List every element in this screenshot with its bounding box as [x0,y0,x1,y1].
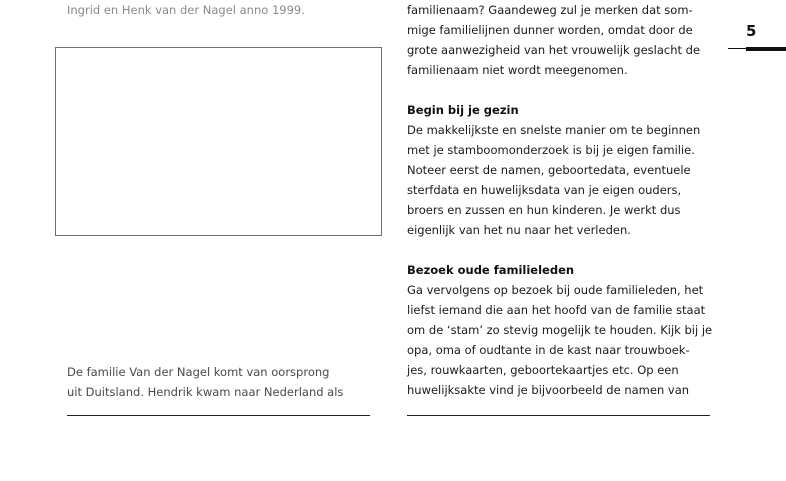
body-line: De makkelijkste en snelste manier om te beginnen [407,123,701,137]
caption-line: De familie Van der Nagel komt van oorsprong [67,365,330,379]
body-line: om de ‘stam’ zo stevig mogelijk te houden. Kijk bij je [407,323,713,337]
body-line: sterfdata en huwelijksdata van je eigen ouders, [407,183,682,197]
body-line: familienaam? Gaandeweg zul je merken dat som- [407,3,693,17]
caption-line: uit Duitsland. Hendrik kwam naar Nederland als [67,385,344,399]
page-number: 5 [746,22,757,40]
body-line: broers en zussen en hun kinderen. Je werkt dus [407,203,681,217]
body-line: huwelijksakte vind je bijvoorbeeld de namen van [407,383,690,397]
photo-placeholder [55,47,382,236]
body-line: liefst iemand die aan het hoofd van de familie staat [407,303,706,317]
body-line: opa, oma of oudtante in de kast naar trouwboek- [407,343,690,357]
body-line: familienaam niet wordt meegenomen. [407,63,628,77]
body-line: jes, rouwkaarten, geboortekaartjes etc. Op een [407,363,679,377]
body-line: eigenlijk van het nu naar het verleden. [407,223,631,237]
section-heading: Begin bij je gezin [407,103,519,117]
body-text-column [407,0,722,400]
section-heading: Bezoek oude familieleden [407,263,575,277]
body-line: Noteer eerst de namen, geboortedata, eventuele [407,163,691,177]
photo-caption-bottom [67,362,367,402]
body-line: Ga vervolgens op bezoek bij oude familieleden, het [407,283,704,297]
footer-rule-left [67,415,370,416]
body-line: met je stamboomonderzoek is bij je eigen familie. [407,143,695,157]
page-number-tab [746,47,786,51]
body-line: mige familielijnen dunner worden, omdat door de [407,23,693,37]
photo-caption-top: Ingrid en Henk van der Nagel anno 1999. [67,3,305,17]
body-line: grote aanwezigheid van het vrouwelijk geslacht de [407,43,701,57]
footer-rule-right [407,415,710,416]
